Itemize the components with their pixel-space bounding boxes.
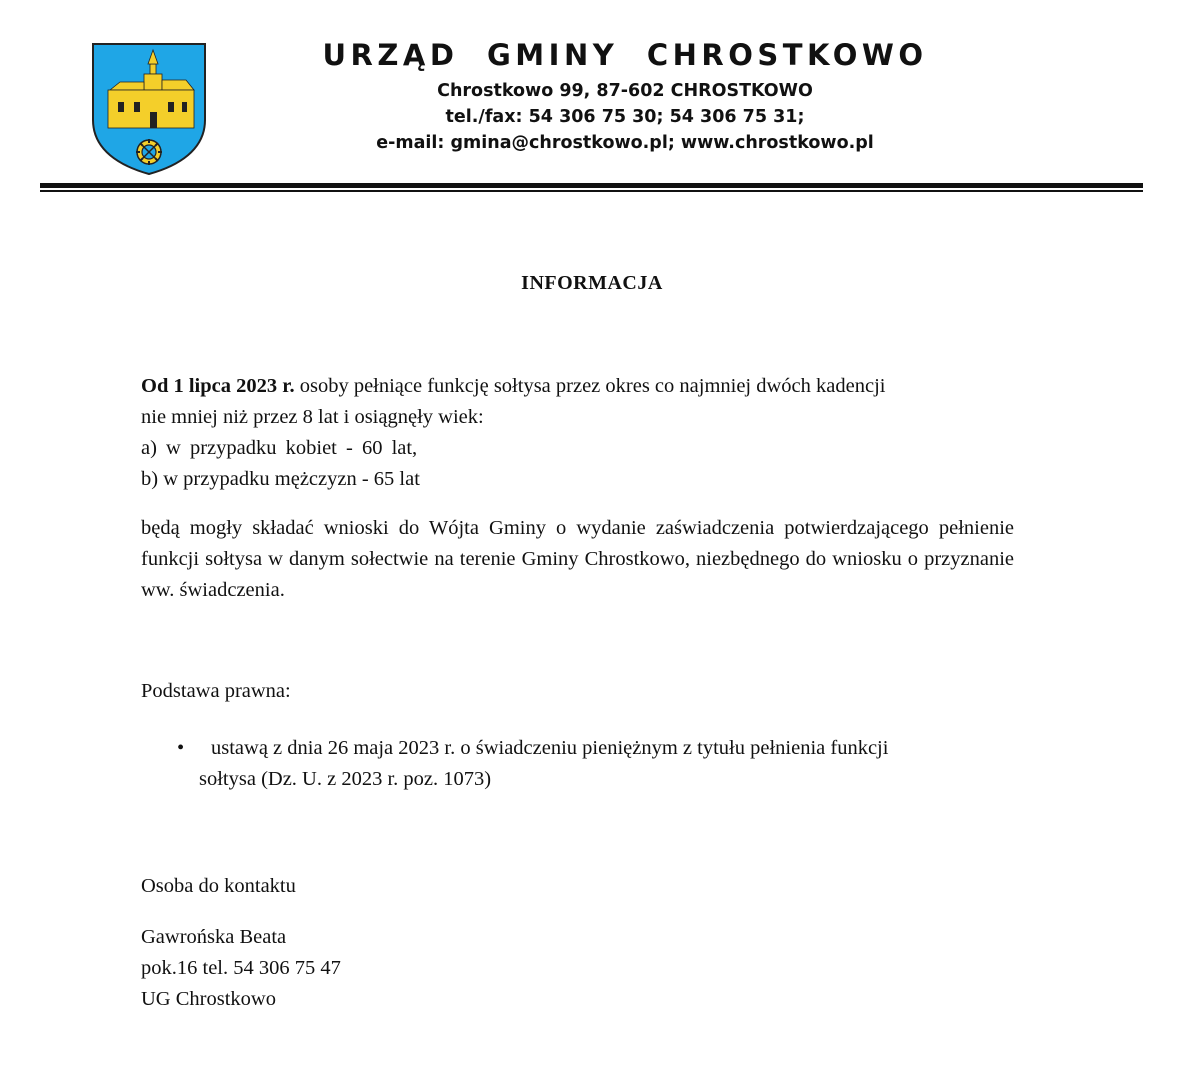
letterhead (300, 38, 950, 156)
contact-room-phone: pok.16 tel. 54 306 75 47 (141, 957, 341, 979)
contact-office: UG Chrostkowo (141, 988, 276, 1010)
legal-basis-item: • ustawą z dnia 26 maja 2023 r. o świadczeniu pieniężnym z tytułu pełnienia funkcji sołtysa (Dz. U. z 2023 r. poz. 1073) (141, 733, 1014, 795)
main-paragraph: będą mogły składać wnioski do Wójta Gminy o wydanie zaświadczenia potwierdzającego pełnienie funkcji sołtysa w danym sołectwie na terenie Gminy Chrostkowo, niezbędnego do wniosku o przyznanie ww. świadczenia. (141, 517, 1014, 601)
office-phone: tel./fax: 54 306 75 30; 54 306 75 31; (445, 107, 805, 127)
coat-of-arms-icon (90, 42, 208, 176)
age-item-women: a) w przypadku kobiet - 60 lat, (141, 437, 418, 459)
bullet-icon: • (177, 737, 185, 759)
intro-line-1: Od 1 lipca 2023 r. osoby pełniące funkcję sołtysa przez okres co najmniej dwóch kadencji (141, 375, 886, 397)
document-body (141, 371, 1014, 795)
office-email-website: e-mail: gmina@chrostkowo.pl; www.chrostkowo.pl (376, 133, 874, 153)
intro-line-2: nie mniej niż przez 8 lat i osiągnęły wiek: (141, 406, 484, 428)
document-title: INFORMACJA (521, 272, 663, 294)
contact-block (141, 871, 341, 1015)
intro-date: Od 1 lipca 2023 r. (141, 375, 295, 397)
contact-name: Gawrońska Beata (141, 926, 287, 948)
header-divider-thin (40, 190, 1143, 192)
office-address: Chrostkowo 99, 87-602 CHROSTKOWO (437, 81, 813, 101)
contact-label: Osoba do kontaktu (141, 875, 296, 897)
header-divider-thick (40, 183, 1143, 188)
office-name: URZĄD GMINY CHROSTKOWO (322, 38, 928, 72)
age-item-men: b) w przypadku mężczyzn - 65 lat (141, 468, 420, 490)
legal-basis-label: Podstawa prawna: (141, 680, 291, 702)
